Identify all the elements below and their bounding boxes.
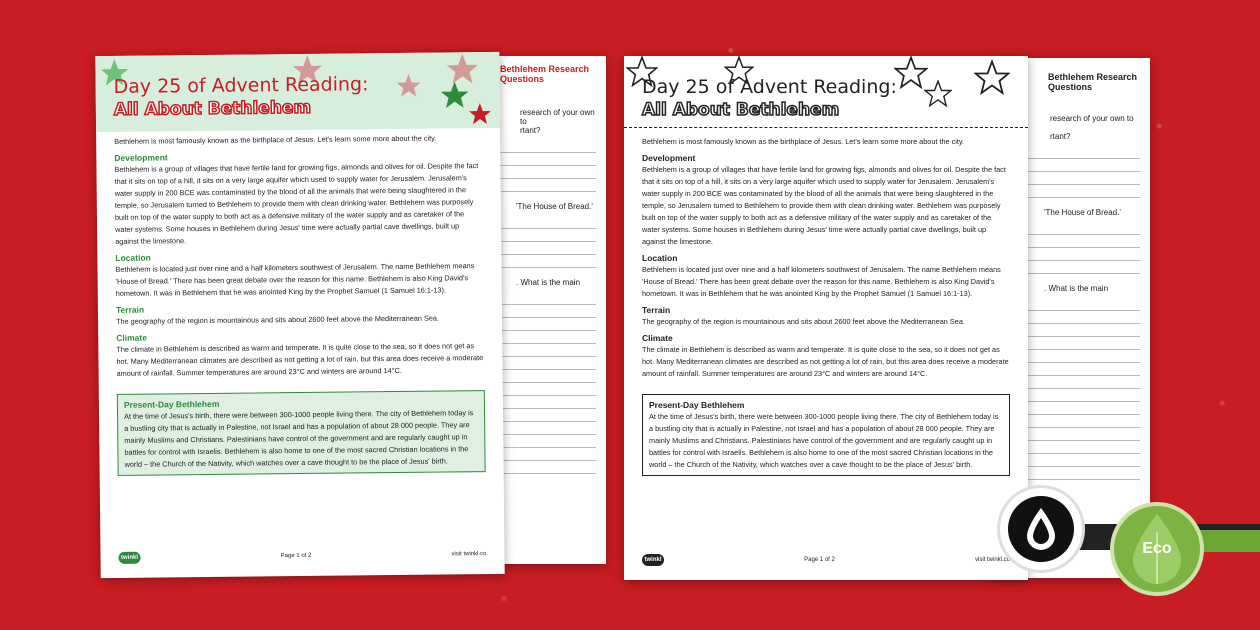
section-heading: Location <box>642 253 678 263</box>
section-text: Bethlehem is a group of villages that have fertile land for growing figs, almonds and olives for oil. Despite the fact that it sits on top of a hill, it sits on a very large aquifer which used to supply water for Jerusalem. Jerusalem's water supply in 200 BCE was contaminated by the blood of all the animals that were being slaughtered in the temple, so Jerusalem turned to Bethlehem to provide them with clean drinking water. Bethlehem was purposely built on top of the water supply to both act as a defensive military of the water supply and as caretaker of the water systems. Some houses in Bethlehem during Jesus' time were actually partial cave dwellings, built up against the limestone. <box>114 161 479 246</box>
page-header <box>624 56 1028 132</box>
twinkl-logo: twinkl <box>642 554 664 566</box>
star-icon <box>924 80 952 108</box>
footer-site: visit twinkl.co <box>974 557 1010 563</box>
section-heading: Terrain <box>115 304 145 315</box>
footer-site: visit twinkl.co <box>451 551 487 558</box>
star-icon <box>974 60 1010 96</box>
page-title: Day 25 of Advent Reading: <box>113 73 369 98</box>
page-footer <box>118 544 486 568</box>
page-header <box>95 52 500 132</box>
section-text: The geography of the region is mountainous and sits about 2600 feet above the Mediterranean Sea. <box>642 317 965 326</box>
eco-label: Eco <box>1142 540 1172 557</box>
back-question-1: research of your own to <box>520 108 595 126</box>
back-question-4: . What is the main <box>516 278 581 287</box>
back-question-1: research of your own to <box>1050 114 1134 123</box>
front-page-color <box>95 52 504 578</box>
info-box-text: At the time of Jesus's birth, there were between 300-1000 people living there. The city of Bethlehem today is a bustling city that is actually in Palestine, not Israel and has a population of about 28 000 people. They are mainly Muslims and Christians. Palestinians have control of the government and are regularly caught up in battles for control with Israelis. Bethlehem is also home to one of the most sacred Christian locations in the world – the Church of the Nativity, which watches over a cave thought to be the place of Jesus' birth. <box>124 408 474 469</box>
back-question-3: 'The House of Bread.' <box>516 202 593 211</box>
page-title: Day 25 of Advent Reading: <box>642 76 897 98</box>
ink-saver-badge <box>1000 488 1082 570</box>
info-box-text: At the time of Jesus's birth, there were between 300-1000 people living there. The city of Bethlehem today is a bustling city that is actually in Palestine, not Israel and has a population of about 28 000 people. They are mainly Muslims and Christians. Palestinians have control of the government and are regularly caught up in battles for control with Israelis. Bethlehem is also home to one of the most sacred Christian locations in the world – the Church of the Nativity, which watches over a cave thought to be the place of Jesus' birth. <box>649 412 999 469</box>
section-text: Bethlehem is a group of villages that have fertile land for growing figs, almonds and olives for oil. Despite the fact that it sits on top of a hill, it sits on a very large aquifer which used to supply water for Jerusalem. Jerusalem's water supply in 200 BCE was contaminated by the blood of all the animals that were being slaughtered in the temple, so Jerusalem turned to Bethlehem to provide them with clean drinking water. Bethlehem was purposely built on top of the water supply to both act as a defensive military of the water supply and as caretaker of the water systems. Some houses in Bethlehem during Jesus' time were actually partial cave dwellings, built up against the limestone. <box>642 165 1006 246</box>
twinkl-logo: twinkl <box>118 552 140 564</box>
section-heading: Location <box>115 252 151 263</box>
page-subtitle: All About Bethlehem <box>113 97 312 120</box>
info-box <box>117 390 486 476</box>
section-heading: Terrain <box>642 305 671 315</box>
page-number: Page 1 of 2 <box>280 552 312 560</box>
section-heading: Development <box>642 153 696 163</box>
section-text: The climate in Bethlehem is described as warm and temperate. It is quite close to the sea, so it does not get as hot. Many Mediterranean climates are described as not getting a lot of rain, but this area does receive a moderate amount of rainfall. Summer temperatures are around 23°C and winters are around 14°C. <box>116 341 484 378</box>
intro-text: Bethlehem is most famously known as the birthplace of Jesus. Let's learn some more about the city. <box>114 133 437 146</box>
page-footer <box>642 550 1010 570</box>
info-box <box>642 394 1010 476</box>
front-page-bw <box>624 56 1028 580</box>
back-question-2: rtant? <box>1050 132 1071 141</box>
star-icon <box>894 56 928 90</box>
back-page-title: Bethlehem Research Questions <box>500 64 590 84</box>
star-icon <box>395 73 421 99</box>
info-box-heading: Present-Day Bethlehem <box>123 398 220 410</box>
ink-drop-icon <box>1023 506 1059 552</box>
back-question-3: 'The House of Bread.' <box>1044 208 1121 217</box>
info-box-heading: Present-Day Bethlehem <box>649 400 745 410</box>
section-text: The geography of the region is mountainous and sits about 2600 feet above the Mediterranean Sea. <box>116 313 439 326</box>
eco-badge <box>1114 506 1200 592</box>
intro-text: Bethlehem is most famously known as the birthplace of Jesus. Let's learn some more about the city. <box>642 137 965 146</box>
page-subtitle: All About Bethlehem <box>642 100 840 120</box>
section-heading: Climate <box>116 332 147 343</box>
back-question-4: . What is the main <box>1044 284 1109 293</box>
section-heading: Climate <box>642 333 673 343</box>
page-number: Page 1 of 2 <box>804 557 835 563</box>
article-body <box>624 132 1028 388</box>
back-page-title: Bethlehem Research Questions <box>1048 72 1138 92</box>
section-text: Bethlehem is located just over nine and a half kilometers southwest of Jerusalem. The name Bethlehem means 'House of Bread.' There has been great debate over the reason for this name. Bethlehem is also King David's hometown. It was in Bethlehem that he was anointed King by the Prophet Samuel (1 Samuel 16:1-13). <box>642 265 1001 298</box>
header-divider <box>624 127 1028 128</box>
section-heading: Development <box>114 152 168 163</box>
section-text: The climate in Bethlehem is described as warm and temperate. It is quite close to the sea, so it does not get as hot. Many Mediterranean climates are described as not getting a lot of rain, but this area does receive a moderate amount of rainfall. Summer temperatures are around 23°C and winters are around 14°C. <box>642 345 1009 378</box>
star-icon <box>445 52 479 86</box>
section-text: Bethlehem is located just over nine and a half kilometers southwest of Jerusalem. The name Bethlehem means 'House of Bread.' There has been great debate over the reason for this name. Bethlehem is also King David's hometown. It was in Bethlehem that he was anointed King by the Prophet Samuel (1 Samuel 16:1-13). <box>115 261 475 298</box>
back-question-2: rtant? <box>520 126 541 135</box>
article-body <box>96 128 503 388</box>
star-icon <box>468 102 492 126</box>
